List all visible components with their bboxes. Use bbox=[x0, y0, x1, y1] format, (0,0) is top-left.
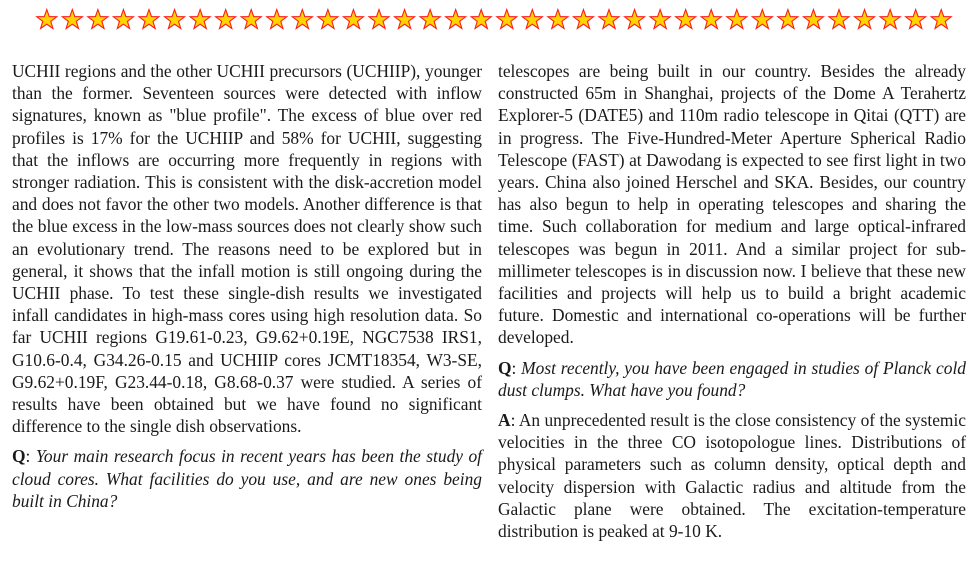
star-icon bbox=[727, 10, 747, 29]
star-icon bbox=[573, 10, 593, 29]
star-icon bbox=[829, 10, 849, 29]
star-icon bbox=[855, 10, 875, 29]
star-icon bbox=[931, 10, 951, 29]
star-icon bbox=[369, 10, 389, 29]
question-text: Your main research focus in recent years has been the study of cloud cores. What facilities do you use, and are new ones being built in China? bbox=[12, 446, 482, 511]
star-icon bbox=[88, 10, 108, 29]
star-icon bbox=[420, 10, 440, 29]
star-icon bbox=[752, 10, 772, 29]
body-paragraph: telescopes are being built in our country. Besides the already constructed 65m in Shanghai, projects of the Dome A Terahertz Explorer-5 (DATE5) and 110m radio telescope in Qitai (QTT) are in progress. The Five-Hundred-Meter Aperture Spherical Radio Telescope (FAST) at Dawodang is expected to see first light in two years. China also joined Herschel and SKA. Besides, our country has also begun to help in operating telescopes and sharing the time. Such collaboration for medium and large optical-infrared telescopes was begun in 2011. And a similar project for sub-millimeter telescopes is in discussion now. I believe that these new facilities and projects will help us to build a bright academic future. Domestic and international co-operations will be further developed. bbox=[498, 61, 966, 348]
star-icon bbox=[625, 10, 645, 29]
star-icon bbox=[701, 10, 721, 29]
star-icon bbox=[216, 10, 236, 29]
star-icon bbox=[190, 10, 210, 29]
answer-text: : An unprecedented result is the close consistency of the systemic velocities in the three CO isotopologue lines. Distributions of physical parameters such as column density, optical depth and velocity dispersion with Galactic radius and altitude from the Galactic plane were obtained. The excitation-temperature distribution is peaked at 9-10 K. bbox=[498, 410, 966, 542]
star-icon bbox=[241, 10, 261, 29]
star-icon bbox=[880, 10, 900, 29]
star-icon bbox=[676, 10, 696, 29]
star-icon bbox=[522, 10, 542, 29]
star-icon bbox=[446, 10, 466, 29]
body-paragraph: UCHII regions and the other UCHII precursors (UCHIIP), younger than the former. Seventeen sources were detected with inflow signatures, known as "blue profile". The excess of blue over red profiles is 17% for the UCHIIP and 58% for UCHII, suggesting that the inflows are occurring more frequently in regions with stronger radiation. This is consistent with the disk-accretion model and does not favor the other two models. Another difference is that the blue excess in the low-mass sources does not clearly show such an evolutionary trend. The reasons need to be explored but in general, it shows that the infall motion is still ongoing during the UCHII phase. To test these single-dish results we investigated infall candidates in high-mass cores using high resolution data. So far UCHII regions G19.61-0.23, G9.62+0.19E, NGC7538 IRS1, G10.6-0.4, G34.26-0.15 and UCHIIP cores JCMT18354, W3-SE, G9.62+0.19F, G23.44-0.18, G8.68-0.37 were studied. A series of results have been obtained but we have found no significant difference to the single dish observations. bbox=[12, 61, 482, 437]
star-icon bbox=[318, 10, 338, 29]
question-paragraph: Q: Your main research focus in recent years has been the study of cloud cores. What facilities do you use, and are new ones being built in China? bbox=[12, 446, 482, 511]
answer-marker: A bbox=[498, 410, 511, 431]
left-column bbox=[12, 60, 482, 512]
star-icon bbox=[139, 10, 159, 29]
star-icon bbox=[778, 10, 798, 29]
star-icon bbox=[343, 10, 363, 29]
star-icon bbox=[906, 10, 926, 29]
question-paragraph: Q: Most recently, you have been engaged in studies of Planck cold dust clumps. What have you found? bbox=[498, 357, 966, 400]
star-icon bbox=[267, 10, 287, 29]
star-icon bbox=[165, 10, 185, 29]
star-icon bbox=[292, 10, 312, 29]
star-icon bbox=[548, 10, 568, 29]
star-icon bbox=[803, 10, 823, 29]
star-icon bbox=[62, 10, 82, 29]
answer-paragraph bbox=[498, 409, 966, 542]
right-column bbox=[498, 60, 966, 542]
star-icon bbox=[37, 10, 57, 29]
star-icon bbox=[113, 10, 133, 29]
question-marker: Q bbox=[498, 357, 512, 378]
star-icon bbox=[471, 10, 491, 29]
question-text: Most recently, you have been engaged in studies of Planck cold dust clumps. What have you found? bbox=[498, 357, 966, 400]
star-ornament-border bbox=[34, 6, 954, 36]
question-marker: Q bbox=[12, 446, 26, 467]
star-icon bbox=[599, 10, 619, 29]
star-icon bbox=[497, 10, 517, 29]
star-icon bbox=[650, 10, 670, 29]
star-icon bbox=[395, 10, 415, 29]
